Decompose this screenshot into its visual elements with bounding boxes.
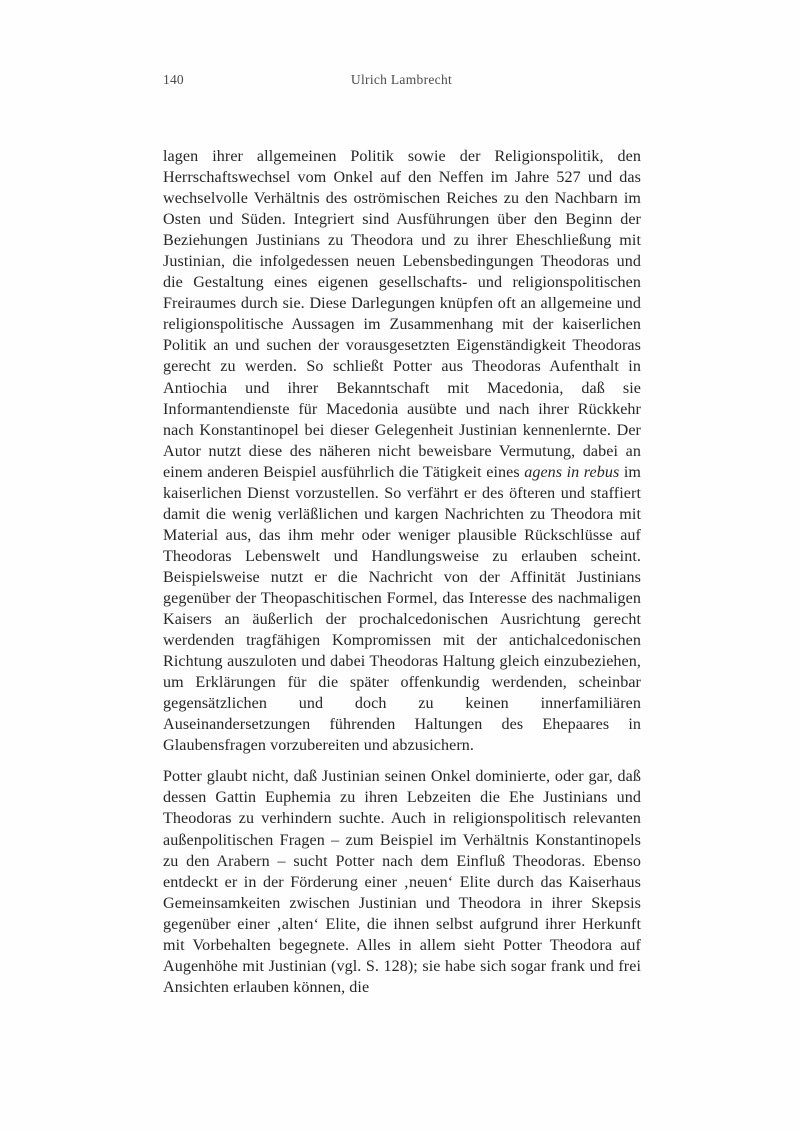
text-run: im kaiserlichen Dienst vorzustellen. So verfährt er des öfteren und staffiert damit die wenig verläßlichen und kargen Nachrichten zu Theodora mit Material aus, das ihm mehr oder weniger plausible Rückschlüsse auf Theodoras Lebenswelt und Handlungsweise zu erlauben scheint. Beispielsweise nutzt er die Nachricht von der Affinität Justinians gegenüber der Theopaschitischen Formel, das Interesse des nachmaligen Kaisers an äußerlich der prochalcedonischen Ausrichtung gerecht werdenden tragfähigen Kompromissen mit der antichalcedonischen Richtung auszuloten und dabei Theodoras Haltung gleich einzubeziehen, um Erklärungen für die später offenkundig werdenden, scheinbar gegensätzlichen und doch zu keinen innerfamiliären Auseinandersetzungen führenden Haltungen des Ehepaares in Glaubensfragen vorzubereiten und abzusichern.: [163, 463, 641, 755]
body-paragraph: [163, 766, 641, 998]
latin-phrase: agens in rebus: [524, 463, 620, 481]
text-run: Potter glaubt nicht, daß Justinian seinen Onkel dominierte, oder gar, daß dessen Gattin Euphemia zu ihren Lebzeiten die Ehe Justinians und Theodoras zu verhindern suchte. Auch in religionspolitisch relevanten außenpolitischen Fragen – zum Beispiel im Verhältnis Konstantinopels zu den Arabern – sucht Potter nach dem Einfluß Theodoras. Ebenso entdeckt er in der Förderung einer ‚neuen‘ Elite durch das Kaiserhaus Gemeinsamkeiten zwischen Justinian und Theodora in ihrer Skepsis gegenüber einer ‚alten‘ Elite, die ihnen selbst aufgrund ihrer Herkunft mit Vorbehalten begegnete. Alles in allem sieht Potter Theodora auf Augenhöhe mit Justinian (vgl. S. 128); sie habe sich sogar frank und frei Ansichten erlauben können, die: [163, 768, 641, 996]
page-number: 140: [163, 72, 184, 87]
body-text-block: [163, 146, 641, 998]
text-run: lagen ihrer allgemeinen Politik sowie der Religionspolitik, den Herrschaftswechsel vom Onkel auf den Neffen im Jahre 527 und das wechselvolle Verhältnis des oströmischen Reiches zu den Nachbarn im Osten und Süden. Integriert sind Ausführungen über den Beginn der Beziehungen Justinians zu Theodora und zu ihrer Eheschließung mit Justinian, die infolgedessen neuen Lebensbedingungen Theodoras und die Gestaltung eines eigenen gesellschafts- und religionspolitischen Freiraumes durch sie. Diese Darlegungen knüpfen oft an allgemeine und religionspolitische Aussagen im Zusammenhang mit der kaiserlichen Politik an und suchen der vorausgesetzten Eigenständigkeit Theodoras gerecht zu werden. So schließt Potter aus Theodoras Aufenthalt in Antiochia und ihrer Bekanntschaft mit Macedonia, daß sie Informantendienste für Macedonia ausübte und nach ihrer Rückkehr nach Konstantinopel bei dieser Gelegenheit Justinian kennenlernte. Der Autor nutzt diese des näheren nicht beweisbare Vermutung, dabei an einem anderen Beispiel ausführlich die Tätigkeit eines: [163, 148, 641, 481]
body-paragraph: [163, 146, 641, 756]
running-head-author: Ulrich Lambrecht: [350, 72, 453, 87]
running-head: [163, 72, 640, 90]
